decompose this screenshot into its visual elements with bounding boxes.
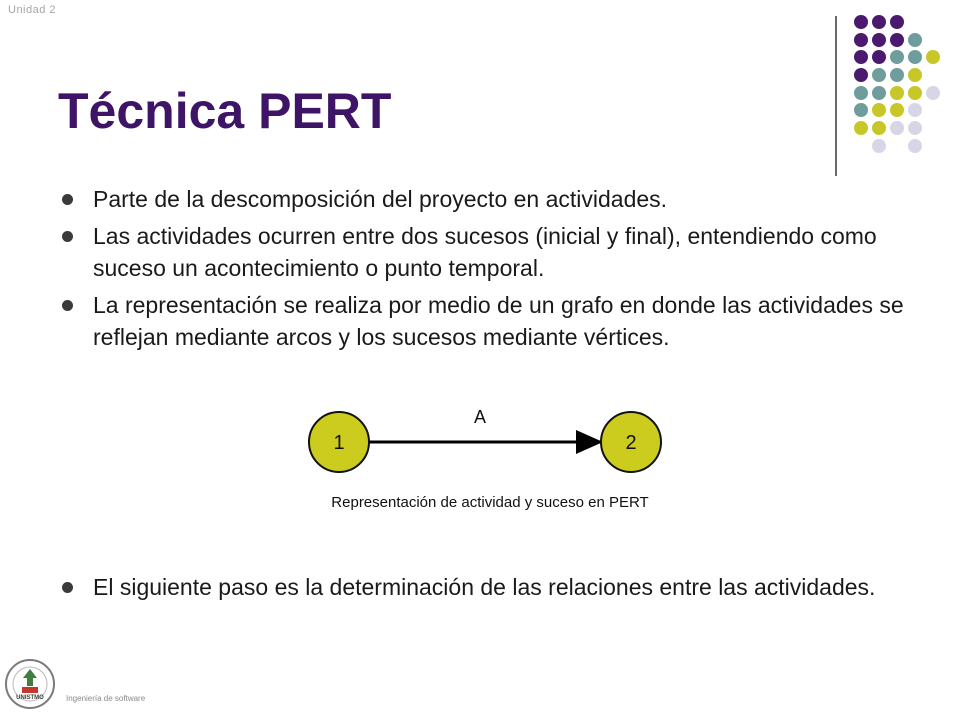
footer-text: Ingeniería de software (66, 694, 146, 703)
bullet-item: Parte de la descomposición del proyecto en actividades. (60, 183, 920, 215)
activity-label: A (473, 407, 487, 427)
slide-title: Técnica PERT (58, 83, 392, 139)
svg-text:UNISTMO: UNISTMO (16, 695, 44, 701)
bullet-list (60, 183, 920, 358)
bullet-list-secondary (60, 571, 920, 608)
pert-diagram (300, 395, 680, 475)
unistmo-seal-icon (4, 652, 56, 716)
event-node-start-label: 1 (333, 432, 345, 454)
bullet-item: El siguiente paso es la determinación de las relaciones entre las actividades. (60, 571, 920, 603)
bullet-item: La representación se realiza por medio de un grafo en donde las actividades se reflejan mediante arcos y los sucesos mediante vértices. (60, 289, 920, 353)
unit-label: Unidad 2 (8, 4, 57, 16)
event-node-end-label: 2 (625, 432, 637, 454)
title-divider-line (835, 16, 837, 176)
diagram-caption: Representación de actividad y suceso en PERT (331, 494, 649, 511)
bullet-item: Las actividades ocurren entre dos sucesos (inicial y final), entendiendo como suceso un acontecimiento o punto temporal. (60, 220, 920, 284)
